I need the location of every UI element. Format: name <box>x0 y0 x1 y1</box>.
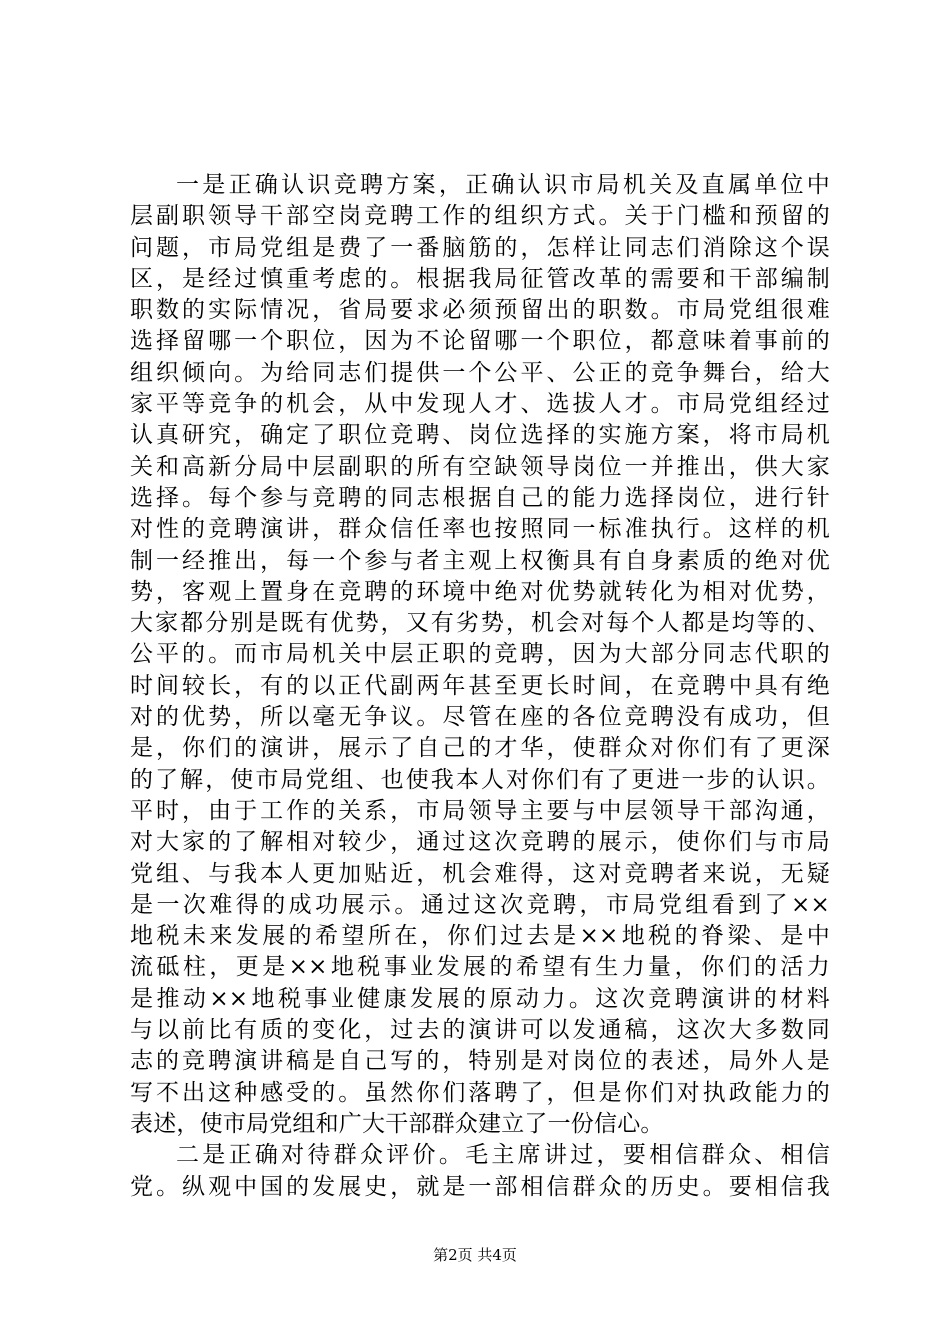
text-line: 关和高新分局中层副职的所有空缺领导岗位一并推出，供大家 <box>130 453 830 480</box>
text-line: 对的优势，所以毫无争议。尽管在座的各位竞聘没有成功，但 <box>130 704 830 731</box>
text-line: 志的竞聘演讲稿是自己写的，特别是对岗位的表述，局外人是 <box>130 1048 830 1075</box>
text-line: 二是正确对待群众评价。毛主席讲过，要相信群众、相信 <box>176 1142 830 1169</box>
text-line: 组织倾向。为给同志们提供一个公平、公正的竞争舞台，给大 <box>130 359 830 386</box>
page-footer: 第2页 共4页 <box>433 1246 517 1264</box>
text-line: 制一经推出，每一个参与者主观上权衡具有自身素质的绝对优 <box>130 547 830 574</box>
text-line: 层副职领导干部空岗竞聘工作的组织方式。关于门槛和预留的 <box>130 203 830 230</box>
text-line: 一是正确认识竞聘方案，正确认识市局机关及直属单位中 <box>176 172 830 198</box>
text-line: 认真研究，确定了职位竞聘、岗位选择的实施方案，将市局机 <box>130 422 830 449</box>
text-line: 大家都分别是既有优势，又有劣势，机会对每个人都是均等的、 <box>130 610 830 637</box>
text-line: 是推动××地税事业健康发展的原动力。这次竞聘演讲的材料 <box>130 985 830 1012</box>
text-line: 区，是经过慎重考虑的。根据我局征管改革的需要和干部编制 <box>130 265 830 292</box>
text-line: 时间较长，有的以正代副两年甚至更长时间，在竞聘中具有绝 <box>130 672 830 699</box>
text-line: 党。纵观中国的发展史，就是一部相信群众的历史。要相信我 <box>130 1173 830 1200</box>
text-line: 写不出这种感受的。虽然你们落聘了，但是你们对执政能力的 <box>130 1079 830 1106</box>
text-line: 是，你们的演讲，展示了自己的才华，使群众对你们有了更深 <box>130 735 830 762</box>
text-line: 对大家的了解相对较少，通过这次竞聘的展示，使你们与市局 <box>130 829 830 856</box>
text-line: 职数的实际情况，省局要求必须预留出的职数。市局党组很难 <box>130 297 830 324</box>
text-line: 与以前比有质的变化，过去的演讲可以发通稿，这次大多数同 <box>130 1017 830 1044</box>
text-line: 选择留哪一个职位，因为不论留哪一个职位，都意味着事前的 <box>130 328 830 355</box>
text-line: 党组、与我本人更加贴近，机会难得，这对竞聘者来说，无疑 <box>130 860 830 887</box>
text-line: 地税未来发展的希望所在，你们过去是××地税的脊梁、是中 <box>130 923 830 950</box>
text-line: 对性的竞聘演讲，群众信任率也按照同一标准执行。这样的机 <box>130 516 830 543</box>
text-line: 家平等竞争的机会，从中发现人才、选拔人才。市局党组经过 <box>130 391 830 418</box>
text-line: 的了解，使市局党组、也使我本人对你们有了更进一步的认识。 <box>130 766 830 793</box>
paragraph <box>130 1140 830 1203</box>
text-line: 流砥柱，更是××地税事业发展的希望有生力量，你们的活力 <box>130 954 830 981</box>
text-line: 势，客观上置身在竞聘的环境中绝对优势就转化为相对优势， <box>130 578 830 605</box>
text-line: 选择。每个参与竞聘的同志根据自己的能力选择岗位，进行针 <box>130 484 830 511</box>
text-line: 问题，市局党组是费了一番脑筋的，怎样让同志们消除这个误 <box>130 234 830 261</box>
paragraph <box>130 170 830 1140</box>
text-line: 表述，使市局党组和广大干部群众建立了一份信心。 <box>130 1110 664 1137</box>
text-line: 公平的。而市局机关中层正职的竞聘，因为大部分同志代职的 <box>130 641 830 668</box>
text-line: 平时，由于工作的关系，市局领导主要与中层领导干部沟通， <box>130 797 830 824</box>
text-line: 是一次难得的成功展示。通过这次竞聘，市局党组看到了×× <box>130 891 830 918</box>
document-body <box>130 170 830 1203</box>
